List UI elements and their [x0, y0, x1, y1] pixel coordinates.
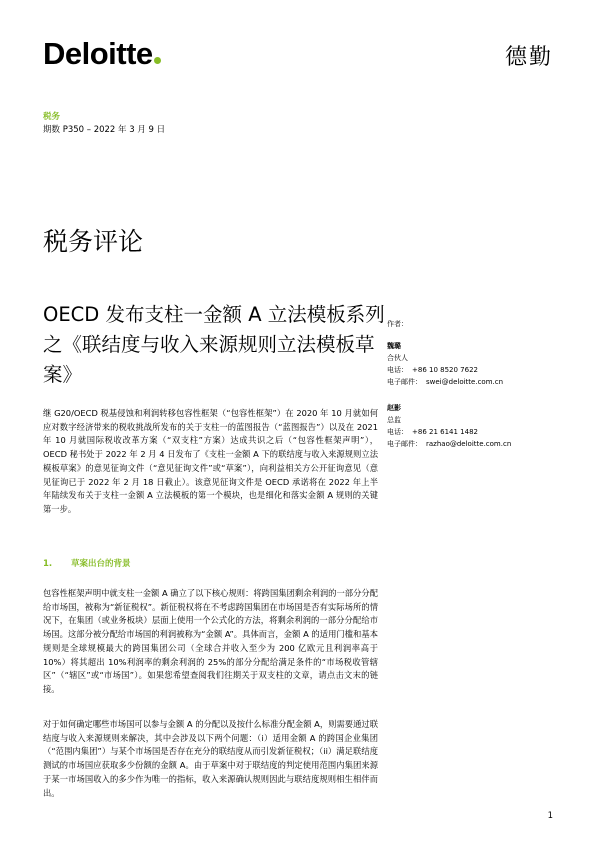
email-label: 电子邮件： — [387, 378, 422, 386]
author-name: 魏璐 — [387, 342, 401, 350]
author-email-row — [387, 376, 557, 388]
author-card — [387, 340, 557, 388]
author-card — [387, 402, 557, 450]
phone-label: 电话： — [387, 366, 408, 374]
author-sidebar — [387, 318, 557, 450]
author-name: 赵影 — [387, 404, 401, 412]
article-title: OECD 发布支柱一金额 A 立法模板系列之《联结度与收入来源规则立法模板草案》 — [43, 303, 385, 386]
author-email-row — [387, 438, 557, 450]
author-email[interactable]: razhao@deloitte.com.cn — [426, 440, 512, 448]
page-heading: 税务评论 — [43, 227, 144, 256]
nexus-paragraph: 对于如何确定哪些市场国可以参与金额 A 的分配以及按什么标准分配金额 A，则需要通过联结度与收入来源规则来解决，其中会涉及以下两个问题：（i）适用金额 A 的跨国企业集团（“范围内集团”）与某个市场国是否存在充分的联结度从而引发新征税权；（ii）满足联结度测试的市场国应获取多少份额的金额 A。由于草案中对于联结度的判定使用范围内集团来源于某一市场国收入的多少作为唯一的指标，收入来源确认规则因此与联结度规则相生相伴而出。 — [43, 719, 378, 798]
author-phone: +86 21 6141 1482 — [412, 428, 478, 436]
phone-label: 电话： — [387, 428, 408, 436]
author-role: 合伙人 — [387, 354, 408, 362]
author-phone: +86 10 8520 7622 — [412, 366, 478, 374]
author-phone-row — [387, 364, 557, 376]
author-role: 总监 — [387, 416, 401, 424]
brand-chinese-name: 德勤 — [504, 45, 553, 70]
section-number: 1. — [43, 559, 53, 569]
email-label: 电子邮件： — [387, 440, 422, 448]
section-title: 草案出台的背景 — [71, 559, 131, 569]
logo-text: Deloitte — [43, 36, 153, 71]
section-label: 税务 — [43, 112, 61, 122]
section-heading — [43, 557, 131, 569]
author-phone-row — [387, 426, 557, 438]
page-number: 1 — [547, 811, 553, 821]
authors-label: 作者： — [387, 320, 408, 328]
intro-paragraph: 继 G20/OECD 税基侵蚀和利润转移包容性框架（“包容性框架”）在 2020 年 10 月就如何应对数字经济带来的税收挑战所发布的关于支柱一的蓝图报告（“蓝图报告”）以及在 2021 年 10 月就国际税收改革方案（“双支柱”方案）达成共识之后（“包容性框架声明”）， OECD 秘书处于 2022 年 2 月 4 日发布了《支柱一金额 A 下的联结度与收入来源规则立法模板草案》的意见征询文件（“意见征询文件”或“草案”），向利益相关方公开征询意见（意见征询已于 2022 年 2 月 18 日截止）。该意见征询文件是 OECD 承诺将在 2022 年上半年陆续发布关于支柱一金额 A 立法模板的第一个模块，也是细化和落实金额 A 规则的关键第一步。 — [43, 408, 378, 514]
issue-date-line: 期数 P350 – 2022 年 3 月 9 日 — [43, 125, 166, 135]
author-email[interactable]: swei@deloitte.com.cn — [426, 378, 504, 386]
logo-green-dot — [154, 57, 161, 64]
background-paragraph: 包容性框架声明中就支柱一金额 A 确立了以下核心规则：将跨国集团剩余利润的一部分分配给市场国，被称为“新征税权”。新征税权将在不考虑跨国集团在市场国是否有实际场所的情况下，在集团（或业务板块）层面上使用一个公式化的方法，将剩余利润的一部分分配给市场国。这部分被分配给市场国的利润被称为“金额 A”。具体而言，金额 A 的适用门槛和基本规则是全球规模最大的跨国集团公司（全球合并收入至少为 200 亿欧元且利润率高于 10%）将其超出 10%利润率的剩余利润的 25%的部分分配给满足条件的“市场税收管辖区”（“辖区”或“市场国”）。如果您希望查阅我们往期关于双支柱的文章，请点击文末的链接。 — [43, 588, 378, 694]
deloitte-logo — [43, 36, 161, 72]
